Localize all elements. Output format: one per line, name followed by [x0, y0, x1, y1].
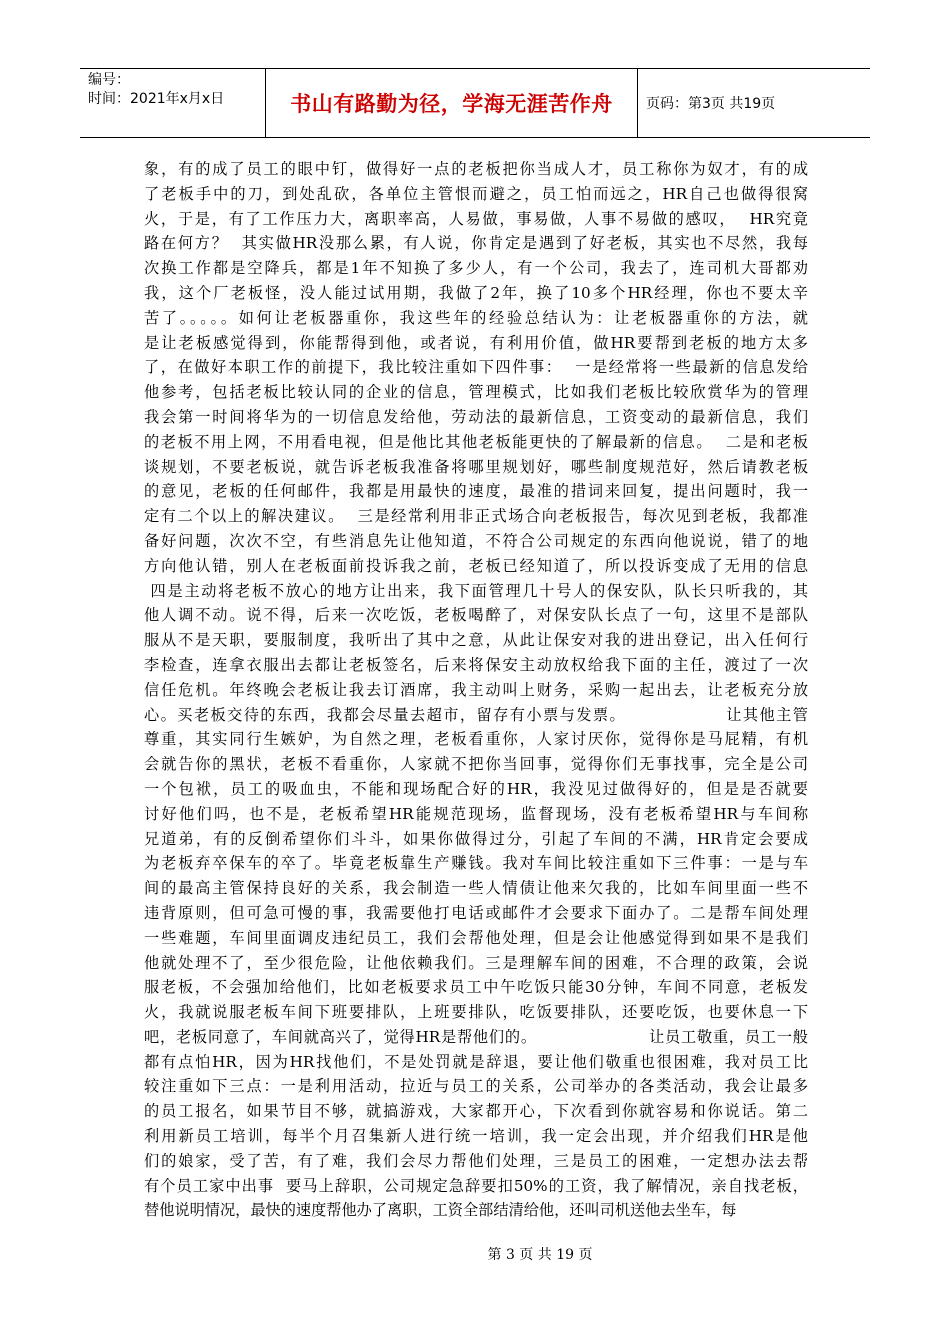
body-text-line: 次换工作都是空降兵，都是1年不知换了多少人，有一个公司，我去了，连司机大哥都劝: [144, 259, 808, 278]
body-text-line: 利用新员工培训，每半个月召集新人进行统一培训，我一定会出现，并介绍我们HR是他: [144, 1127, 808, 1146]
page-footer: 第 3 页 共 19 页: [487, 1247, 593, 1263]
body-text-line: 一个包袱，员工的吸血虫，不能和现场配合好的HR，我没见过做得好的，但是是否就要: [144, 779, 808, 798]
body-text-line: 定有二个以上的解决建议。 三是经常利用非正式场合向老板报告，每次见到老板，我都准: [144, 507, 808, 526]
body-text-line: 尊重，其实同行生嫉妒，为自然之理，老板看重你，人家讨厌你，觉得你是马屁精，有机: [144, 730, 808, 749]
body-text-line: 的员工报名，如果节目不够，就搞游戏，大家都开心，下次看到你就容易和你说话。第二: [144, 1102, 808, 1121]
body-text-line: 象，有的成了员工的眼中钉，做得好一点的老板把你当成人才，员工称你为奴才，有的成: [144, 160, 808, 178]
body-text-line: 讨好他们吗，也不是，老板希望HR能规范现场，监督现场，没有老板希望HR与车间称: [144, 804, 808, 823]
body-text-line: 他就处理不了，至少很危险，让他依赖我们。三是理解车间的困难，不合理的政策，会说: [144, 953, 808, 972]
header-meta: [80, 69, 266, 137]
body-text-line: 他参考，包括老板比较认同的企业的信息，管理模式，比如我们老板比较欣赏华为的管理: [144, 383, 808, 402]
page-header: [80, 68, 870, 138]
body-text-line: 一些难题，车间里面调皮违纪员工，我们会帮他处理，但是会让他感觉得到如果不是我们: [144, 928, 808, 947]
body-text-line: 了老板手中的刀，到处乱砍，各单位主管恨而避之，员工怕而远之，HR自己也做得很窝: [144, 184, 808, 203]
body-text-line: 有个员工家中出事 要马上辞职，公司规定急辞要扣50%的工资，我了解情况，亲自找老板，: [144, 1176, 808, 1195]
document-number-label: 编号：: [88, 72, 130, 88]
body-text-line: 为老板弃卒保车的卒了。毕竟老板靠生产赚钱。我对车间比较注重如下三件事：一是与车: [144, 854, 808, 873]
header-page-info: 页码：第3页 共19页: [646, 96, 776, 112]
body-text-line: 我，这个厂老板怪，没人能过试用期，我做了2年，换了10多个HR经理，你也不要太辛: [144, 283, 808, 302]
body-text-line: 方向他认错，别人在老板面前投诉我之前，老板已经知道了，所以投诉变成了无用的信息: [144, 556, 808, 575]
body-text-line: 都有点怕HR，因为HR找他们，不是处罚就是辞退，要让他们敬重也很困难，我对员工比: [144, 1052, 808, 1071]
body-text-line: 我会第一时间将华为的一切信息发给他，劳动法的最新信息，工资变动的最新信息，我们: [144, 407, 808, 426]
body-text-line: 他人调不动。说不得，后来一次吃饭，老板喝醉了，对保安队长点了一句，这里不是部队: [144, 606, 808, 625]
body-text-line: 火，我就说服老板车间下班要排队，上班要排队，吃饭要排队，还要吃饭，也要休息一下: [144, 1003, 808, 1022]
body-text-line: 服老板，不会强加给他们，比如老板要求员工中午吃饭只能30分钟，车间不同意，老板发: [144, 978, 808, 997]
body-text-line: 替他说明情况，最快的速度帮他办了离职，工资全部结清给他，还叫司机送他去坐车，每: [144, 1201, 737, 1220]
document-body: [144, 157, 808, 1223]
body-text-line: 信任危机。年终晚会老板让我去订酒席，我主动叫上财务，采购一起出去，让老板充分放: [144, 680, 808, 699]
body-text-line: 了，在做好本职工作的前提下，我比较注重如下四件事： 一是经常将一些最新的信息发给: [144, 358, 808, 377]
body-text-line: 服从不是天职，要服制度，我听出了其中之意，从此让保安对我的进出登记，出入任何行: [144, 631, 808, 650]
body-text-line: 心。买老板交待的东西，我都会尽量去超市，留存有小票与发票。 让其他主管: [144, 705, 808, 724]
body-text-line: 吧，老板同意了，车间就高兴了，觉得HR是帮他们的。 让员工敬重，员工一般: [144, 1027, 808, 1046]
body-text-line: 违背原则，但可急可慢的事，我需要他打电话或邮件才会要求下面办了。二是帮车间处理: [144, 903, 808, 922]
header-motto: 书山有路勤为径，学海无涯苦作舟: [266, 69, 638, 137]
body-text-line: 们的娘家，受了苦，有了难，我们会尽力帮他们处理，三是员工的困难，一定想办法去帮: [144, 1151, 808, 1170]
body-text-line: 间的最高主管保持良好的关系，我会制造一些人情债让他来欠我的，比如车间里面一些不: [144, 879, 808, 898]
body-text-line: 火，于是，有了工作压力大，离职率高，人易做，事易做，人事不易做的感叹， HR究竟: [144, 209, 808, 228]
body-text-line: 备好问题，次次不空，有些消息先让他知道，不符合公司规定的东西向他说说，错了的地: [144, 531, 808, 550]
document-date: 时间：2021年x月x日: [88, 91, 225, 107]
body-text-line: 苦了。。。。。如何让老板器重你，我这些年的经验总结认为：让老板器重你的方法，就: [144, 308, 808, 327]
body-text-line: 的老板不用上网，不用看电视，但是他比其他老板能更快的了解最新的信息。 二是和老板: [144, 432, 808, 451]
body-text-line: 的意见，老板的任何邮件，我都是用最快的速度，最准的措词来回复，提出问题时，我一: [144, 482, 808, 501]
body-text-line: 四是主动将老板不放心的地方让出来，我下面管理几十号人的保安队，队长只听我的，其: [144, 581, 809, 600]
body-text-line: 谈规划，不要老板说，就告诉老板我准备将哪里规划好，哪些制度规范好，然后请教老板: [144, 457, 808, 476]
body-text-line: 兄道弟，有的反倒希望你们斗斗，如果你做得过分，引起了车间的不满，HR肯定会要成: [144, 829, 808, 848]
body-text-line: 李检查，连拿衣服出去都让老板签名，后来将保安主动放权给我下面的主任，渡过了一次: [144, 655, 808, 674]
body-text-line: 路在何方？ 其实做HR没那么累，有人说，你肯定是遇到了好老板，其实也不尽然，我每: [144, 234, 808, 253]
body-text-line: 会就告你的黑状，老板不看重你，人家就不把你当回事，觉得你们无事找事，完全是公司: [144, 755, 808, 774]
body-text-line: 是让老板感觉得到，你能帮得到他，或者说，有利用价值，做HR要帮到老板的地方太多: [144, 333, 808, 352]
body-text-line: 较注重如下三点：一是利用活动，拉近与员工的关系，公司举办的各类活动，我会让最多: [144, 1077, 808, 1096]
